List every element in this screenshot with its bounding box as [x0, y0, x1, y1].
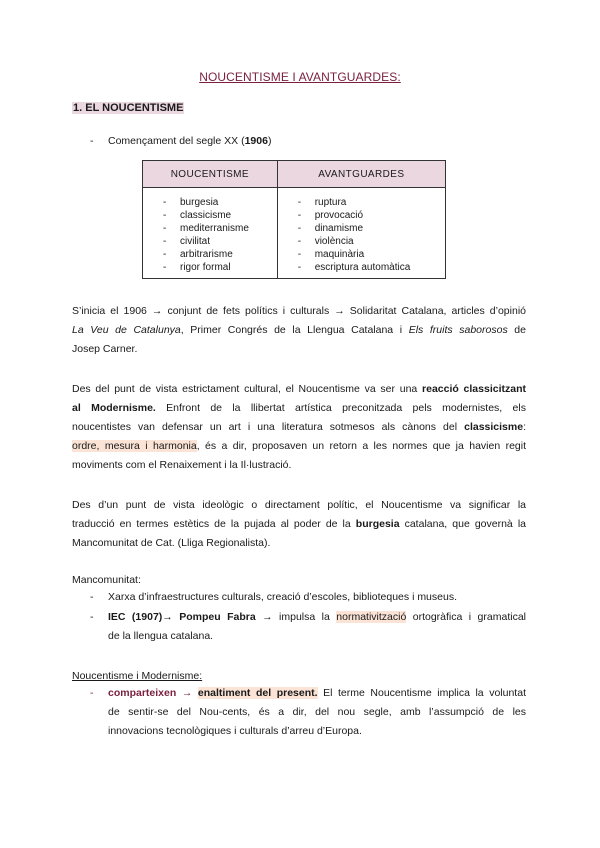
list-item: - rigor formal [163, 261, 277, 274]
highlight: normativització [336, 611, 407, 623]
section-heading: 1. EL NOUCENTISME [73, 102, 184, 114]
start-year: 1906 [244, 135, 268, 147]
list-item: - civilitat [163, 235, 277, 248]
avantguardes-column [277, 188, 445, 279]
text-line: traducció en termes estètics de la pujada al poder de la burgesia catalana, que governà la [72, 518, 526, 530]
comparison-table [142, 160, 446, 279]
list-item: - ruptura [298, 196, 445, 209]
italic-title: La Veu de Catalunya [72, 324, 181, 336]
paragraph-origins [72, 302, 526, 359]
text-line: La Veu de Catalunya, Primer Congrés de la Llengua Catalana i Els fruits saborosos de [72, 324, 526, 336]
list-item: - maquinària [298, 248, 445, 261]
mancomunitat-label: Mancomunitat: [72, 574, 141, 586]
table-header-noucentisme: NOUCENTISME [143, 161, 278, 188]
text-line: Des del punt de vista estrictament cultural, el Noucentisme va ser una reacció classicitzant [72, 383, 526, 395]
modernisme-label: Noucentisme i Modernisme: [72, 670, 203, 682]
highlight: ordre, mesura i harmonia [72, 440, 197, 452]
text-line: noucentistes van defensar un art i una literatura sotmesos als cànons del classicisme: [72, 421, 526, 433]
list-item: - escriptura automàtica [298, 261, 445, 274]
text-line: moviments com el Renaixement i la Il·lustració. [72, 459, 292, 471]
text-line: Des d’un punt de vista ideològic o directament polític, el Noucentisme va significar la [72, 499, 526, 511]
list-item: - arbitrarisme [163, 248, 277, 261]
list-item: - comparteixen → enaltiment del present. El terme Noucentisme implica la voluntat de sentir-se del Nou-cents, és a dir, del nou segle, amb l’assumpció de les innovacions tecnològiques i culturals d’arreu d’Europa. [90, 684, 526, 741]
paragraph-cultural [72, 380, 526, 475]
list-item: - dinamisme [298, 222, 445, 235]
noucentisme-column [143, 188, 278, 279]
text-line: Josep Carner. [72, 343, 138, 355]
paragraph-political [72, 496, 526, 553]
text-line: Mancomunitat de Cat. (Lliga Regionalista). [72, 537, 271, 549]
list-item: - provocació [298, 209, 445, 222]
highlight: enaltiment del present. [197, 687, 318, 699]
italic-title: Els fruits saborosos [408, 324, 508, 336]
bullet-dash: - [90, 687, 94, 699]
start-line [90, 135, 271, 147]
start-close: ) [267, 135, 272, 147]
table-header-avantguardes: AVANTGUARDES [277, 161, 445, 188]
bullet-dash: - [90, 611, 94, 623]
page-title: NOUCENTISME I AVANTGUARDES: [199, 70, 401, 84]
bullet-dash: - [90, 135, 94, 147]
list-item: - burgesia [163, 196, 277, 209]
text-line: S’inicia el 1906 → conjunt de fets polítics i culturals → Solidaritat Catalana, articles d’opinió [72, 305, 526, 317]
text-line: ordre, mesura i harmonia, és a dir, proposaven un retorn a les normes que ja havien regit [72, 440, 526, 452]
list-item: - classicisme [163, 209, 277, 222]
list-item: - violència [298, 235, 445, 248]
text-line: al Modernisme. Enfront de la llibertat artística preconitzada pels modernistes, els [72, 402, 526, 414]
list-item: - mediterranisme [163, 222, 277, 235]
start-text: Començament del segle XX ( [108, 135, 245, 147]
bullet-dash: - [90, 591, 94, 603]
list-item: - Xarxa d’infraestructures culturals, creació d’escoles, biblioteques i museus. [90, 588, 526, 607]
list-item: - IEC (1907)→ Pompeu Fabra → impulsa la normativització ortogràfica i gramatical de la llengua catalana. [90, 608, 526, 646]
